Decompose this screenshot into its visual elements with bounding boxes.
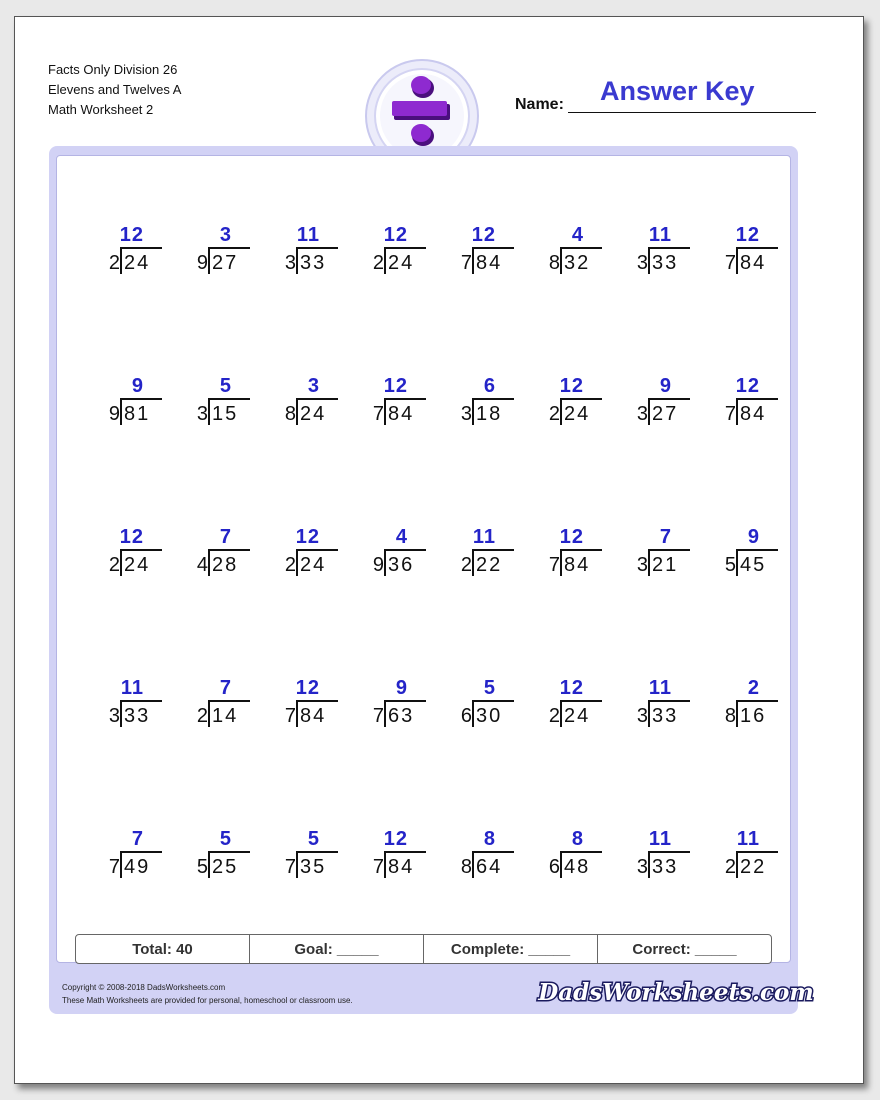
problem-dividend: 33 (300, 252, 327, 274)
problem-answer: 12 (295, 526, 320, 548)
problem-dividend: 28 (212, 554, 239, 576)
problem-answer: 3 (307, 375, 320, 397)
worksheet-subtitle: Elevens and Twelves A (48, 82, 182, 97)
problem-divisor: 3 (196, 403, 208, 425)
problem-dividend: 84 (388, 856, 415, 878)
problem-divisor: 4 (196, 554, 208, 576)
problem-dividend: 33 (652, 705, 679, 727)
problem-divisor: 2 (548, 705, 560, 727)
division-problem (350, 677, 430, 737)
problem-answer: 12 (119, 526, 144, 548)
problem-dividend: 21 (652, 554, 679, 576)
problem-divisor: 3 (636, 403, 648, 425)
problem-dividend: 45 (740, 554, 767, 576)
problem-dividend: 32 (564, 252, 591, 274)
division-problem (174, 526, 254, 586)
problem-dividend: 18 (476, 403, 503, 425)
problem-answer: 8 (483, 828, 496, 850)
problem-divisor: 2 (460, 554, 472, 576)
problem-dividend: 24 (388, 252, 415, 274)
score-bar (75, 934, 772, 964)
problem-answer: 7 (131, 828, 144, 850)
division-problem (174, 224, 254, 284)
problem-dividend: 84 (740, 403, 767, 425)
division-problem (350, 526, 430, 586)
division-problem (614, 828, 694, 888)
division-problem (262, 224, 342, 284)
division-problem (702, 526, 782, 586)
problem-divisor: 2 (724, 856, 736, 878)
problem-dividend: 33 (652, 252, 679, 274)
worksheet-title: Facts Only Division 26 (48, 62, 178, 77)
problem-answer: 12 (559, 375, 584, 397)
copyright-line: Copyright © 2008-2018 DadsWorksheets.com (62, 983, 226, 992)
problem-answer: 5 (307, 828, 320, 850)
copyright (62, 981, 353, 1007)
division-problem (86, 828, 166, 888)
problem-answer: 8 (571, 828, 584, 850)
division-problem (350, 828, 430, 888)
problem-divisor: 7 (372, 856, 384, 878)
problem-answer: 11 (120, 677, 144, 699)
problem-divisor: 3 (636, 856, 648, 878)
problem-dividend: 49 (124, 856, 151, 878)
problem-divisor: 9 (372, 554, 384, 576)
problem-dividend: 63 (388, 705, 415, 727)
problem-answer: 6 (483, 375, 496, 397)
division-problem (526, 224, 606, 284)
problem-answer: 4 (571, 224, 584, 246)
division-problem (262, 677, 342, 737)
problem-dividend: 35 (300, 856, 327, 878)
division-problem (438, 375, 518, 435)
problem-answer: 11 (472, 526, 496, 548)
problem-dividend: 22 (740, 856, 767, 878)
problem-dividend: 24 (300, 554, 327, 576)
problem-answer: 9 (131, 375, 144, 397)
problem-divisor: 9 (196, 252, 208, 274)
problem-dividend: 84 (476, 252, 503, 274)
division-problem (86, 224, 166, 284)
problem-answer: 12 (119, 224, 144, 246)
problem-answer: 3 (219, 224, 232, 246)
problem-divisor: 5 (724, 554, 736, 576)
problem-dividend: 27 (212, 252, 239, 274)
problem-answer: 5 (483, 677, 496, 699)
problem-answer: 7 (659, 526, 672, 548)
division-problem (86, 677, 166, 737)
problem-divisor: 7 (108, 856, 120, 878)
problem-divisor: 3 (284, 252, 296, 274)
division-problem (174, 828, 254, 888)
division-problem (438, 828, 518, 888)
complete-field: Complete: _____ (424, 935, 598, 963)
problem-divisor: 7 (460, 252, 472, 274)
problem-answer: 2 (747, 677, 760, 699)
problem-dividend: 16 (740, 705, 767, 727)
problem-divisor: 3 (108, 705, 120, 727)
division-problem (86, 375, 166, 435)
problem-answer: 5 (219, 828, 232, 850)
problem-divisor: 2 (548, 403, 560, 425)
problem-answer: 12 (559, 526, 584, 548)
problem-divisor: 2 (284, 554, 296, 576)
problem-answer: 12 (735, 224, 760, 246)
division-problem (702, 375, 782, 435)
division-problem (350, 224, 430, 284)
problem-divisor: 2 (196, 705, 208, 727)
problem-answer: 12 (735, 375, 760, 397)
problem-divisor: 3 (460, 403, 472, 425)
problem-dividend: 84 (388, 403, 415, 425)
problem-divisor: 2 (372, 252, 384, 274)
problem-dividend: 27 (652, 403, 679, 425)
problem-answer: 11 (296, 224, 320, 246)
problem-answer: 11 (648, 224, 672, 246)
problem-answer: 11 (736, 828, 760, 850)
usage-line: These Math Worksheets are provided for personal, homeschool or classroom use. (62, 996, 353, 1005)
problem-answer: 12 (383, 828, 408, 850)
problem-answer: 11 (648, 677, 672, 699)
division-problem (526, 828, 606, 888)
problem-dividend: 22 (476, 554, 503, 576)
problem-answer: 7 (219, 526, 232, 548)
division-problem (702, 224, 782, 284)
problem-answer: 12 (471, 224, 496, 246)
problem-dividend: 81 (124, 403, 151, 425)
problem-dividend: 24 (300, 403, 327, 425)
problem-answer: 9 (395, 677, 408, 699)
problem-dividend: 33 (124, 705, 151, 727)
problem-dividend: 30 (476, 705, 503, 727)
problem-answer: 9 (747, 526, 760, 548)
problem-divisor: 2 (108, 252, 120, 274)
problem-divisor: 7 (372, 705, 384, 727)
division-problem (438, 224, 518, 284)
problem-dividend: 33 (652, 856, 679, 878)
problem-answer: 7 (219, 677, 232, 699)
problem-divisor: 7 (284, 705, 296, 727)
problem-divisor: 7 (724, 252, 736, 274)
division-problem (262, 526, 342, 586)
problem-divisor: 8 (284, 403, 296, 425)
problem-answer: 11 (648, 828, 672, 850)
problem-divisor: 5 (196, 856, 208, 878)
problem-answer: 5 (219, 375, 232, 397)
problem-answer: 12 (383, 224, 408, 246)
division-problem (174, 375, 254, 435)
problem-dividend: 64 (476, 856, 503, 878)
problem-dividend: 24 (124, 554, 151, 576)
problem-dividend: 84 (300, 705, 327, 727)
worksheet-number: Math Worksheet 2 (48, 102, 154, 117)
problem-divisor: 7 (724, 403, 736, 425)
division-problem (614, 526, 694, 586)
problem-answer: 9 (659, 375, 672, 397)
division-problem (262, 375, 342, 435)
dadsworksheets-logo (538, 972, 814, 1012)
division-problem (526, 526, 606, 586)
division-problem (614, 677, 694, 737)
problem-dividend: 36 (388, 554, 415, 576)
problem-divisor: 6 (548, 856, 560, 878)
problem-divisor: 7 (372, 403, 384, 425)
division-problem (86, 526, 166, 586)
division-problem (174, 677, 254, 737)
problem-answer: 12 (383, 375, 408, 397)
problem-divisor: 2 (108, 554, 120, 576)
problem-divisor: 7 (284, 856, 296, 878)
problem-dividend: 14 (212, 705, 239, 727)
problem-dividend: 24 (564, 403, 591, 425)
problem-answer: 4 (395, 526, 408, 548)
problem-divisor: 3 (636, 554, 648, 576)
goal-field: Goal: _____ (250, 935, 424, 963)
problem-divisor: 8 (548, 252, 560, 274)
division-problem (614, 375, 694, 435)
problem-divisor: 9 (108, 403, 120, 425)
problem-answer: 12 (559, 677, 584, 699)
problem-dividend: 48 (564, 856, 591, 878)
problem-dividend: 24 (564, 705, 591, 727)
brand-text: DadsWorksheets.com (538, 979, 814, 1006)
division-problem (526, 375, 606, 435)
problem-divisor: 6 (460, 705, 472, 727)
problem-divisor: 8 (460, 856, 472, 878)
problem-dividend: 84 (740, 252, 767, 274)
division-problem (262, 828, 342, 888)
division-problem (350, 375, 430, 435)
problem-divisor: 3 (636, 705, 648, 727)
division-problem (702, 677, 782, 737)
division-problem (702, 828, 782, 888)
division-problem (614, 224, 694, 284)
problem-dividend: 24 (124, 252, 151, 274)
name-label: Name: (515, 96, 564, 113)
problem-dividend: 15 (212, 403, 239, 425)
problem-divisor: 3 (636, 252, 648, 274)
problem-answer: 12 (295, 677, 320, 699)
problem-divisor: 7 (548, 554, 560, 576)
problem-dividend: 25 (212, 856, 239, 878)
problem-divisor: 8 (724, 705, 736, 727)
answer-key-text: Answer Key (600, 76, 755, 106)
division-problem (438, 526, 518, 586)
total-field: Total: 40 (76, 935, 250, 963)
correct-field: Correct: _____ (632, 940, 737, 958)
division-problem (438, 677, 518, 737)
problem-dividend: 84 (564, 554, 591, 576)
division-problem (526, 677, 606, 737)
